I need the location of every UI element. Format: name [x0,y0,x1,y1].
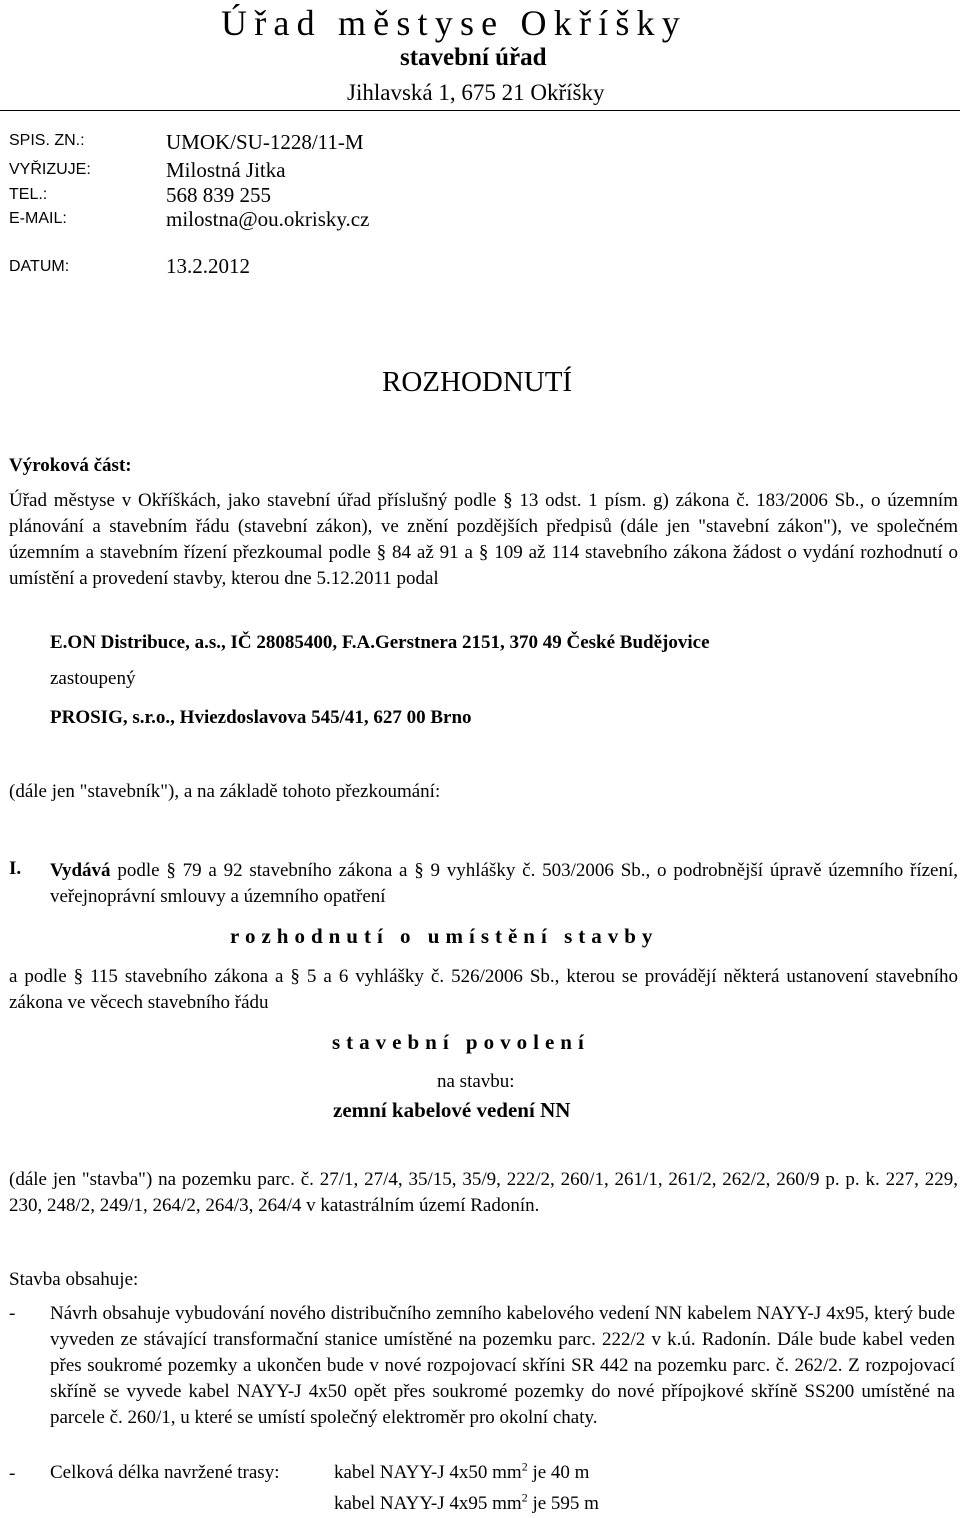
list-item-1: Návrh obsahuje vybudování nového distribučního zemního kabelového vedení NN kabelem NAYY-J 4x95, který bude vyveden ze stávající transformační stanice umístěné na pozemku parc. 222/2 v k.ú. Radonín. Dále bude kabel veden přes soukromé pozemky a ukončen bude v nové rozpojovací skříni SR 442 na pozemku parc. č. 262/2. Z rozpojovací skříně se vyvede kabel NAYY-J 4x50 opět přes soukromé pozemky do nové přípojkové skříně SS200 umístěné na parcele č. 260/1, u které se umístí společný elektroměr pro okolní chaty. [50,1303,955,1428]
cable-1-sup: 2 [521,1459,528,1474]
permit-heading: stavební povolení [332,1030,590,1054]
applicant: E.ON Distribuce, a.s., IČ 28085400, F.A.Gerstnera 2151, 370 49 České Budějovice [50,632,710,653]
for-building-label: na stavbu: [437,1071,515,1092]
datum-label: DATUM: [9,258,70,275]
cable-2-length: je 595 m [527,1493,599,1514]
email-label: E-MAIL: [9,210,67,227]
contains-label: Stavba obsahuje: [9,1269,139,1290]
law-paragraph: a podle § 115 stavebního zákona a § 5 a 6 vyhlášky č. 526/2006 Sb., kterou se provádějí některá ustanovení stavebního zákona ve věcech stavebního řádu [9,966,958,1013]
list-dash-1: - [9,1303,16,1324]
representative: PROSIG, s.r.o., Hviezdoslavova 545/41, 627 00 Brno [50,707,472,728]
vyrizuje-value: Milostná Jitka [166,158,286,182]
cable-2-type: kabel NAYY-J 4x95 mm [334,1493,522,1514]
intro-paragraph: Úřad městyse v Okříškách, jako stavební úřad příslušný podle § 13 odst. 1 písm. g) zákona č. 183/2006 Sb., o územním plánování a stavebním řádu (stavební zákon), ve znění pozdějších předpisů (dále jen "stavební zákon"), ve společném územním a stavebním řízení přezkoumal podle § 84 až 91 a § 109 až 114 stavebního zákona žádost o vydání rozhodnutí o umístění a provedení stavby, kterou dne 5.12.2011 podal [9,490,958,589]
department-name: stavební úřad [400,44,547,71]
decision-placement-heading: rozhodnutí o umístění stavby [230,924,659,948]
tel-label: TEL.: [9,186,48,203]
list-dash-2: - [9,1463,16,1484]
header-divider [0,110,960,111]
spis-label: SPIS. ZN.: [9,132,85,149]
roman-numeral: I. [9,858,22,879]
parcels-paragraph: (dále jen "stavba") na pozemku parc. č. 27/1, 27/4, 35/15, 35/9, 222/2, 260/1, 261/1, 261/2, 262/2, 260/9 p. p. k. 227, 229, 230, 248/2, 249/1, 264/2, 264/3, 264/4 v katastrálním území Radonín. [9,1169,958,1216]
tel-value: 568 839 255 [166,183,271,207]
total-length-label: Celková délka navržené trasy: [50,1462,280,1483]
cable-2 [334,1490,599,1515]
cable-1 [334,1459,590,1484]
cable-1-length: je 40 m [527,1462,590,1483]
issues-bold: Vydává [50,860,111,881]
document-title: ROZHODNUTÍ [382,366,573,398]
building-name: zemní kabelové vedení NN [333,1098,571,1122]
issues-text: podle § 79 a 92 stavebního zákona a § 9 vyhlášky č. 503/2006 Sb., o podrobnější úpravě územního řízení, veřejnoprávní smlouvy a územního opatření [50,860,958,907]
after-review-text: (dále jen "stavebník"), a na základě tohoto přezkoumání: [9,781,441,802]
datum-value: 13.2.2012 [166,254,250,278]
vyrizuje-label: VYŘIZUJE: [9,161,91,178]
email-value: milostna@ou.okrisky.cz [166,207,370,231]
cable-1-type: kabel NAYY-J 4x50 mm [334,1462,522,1483]
represented-label: zastoupený [50,668,136,689]
issues-paragraph [50,858,958,910]
office-name: Úřad městyse Okříšky [221,3,687,43]
section-heading: Výroková část: [9,455,132,476]
spis-value: UMOK/SU-1228/11-M [166,130,364,154]
cable-2-sup: 2 [521,1490,528,1505]
office-address: Jihlavská 1, 675 21 Okříšky [347,80,605,105]
